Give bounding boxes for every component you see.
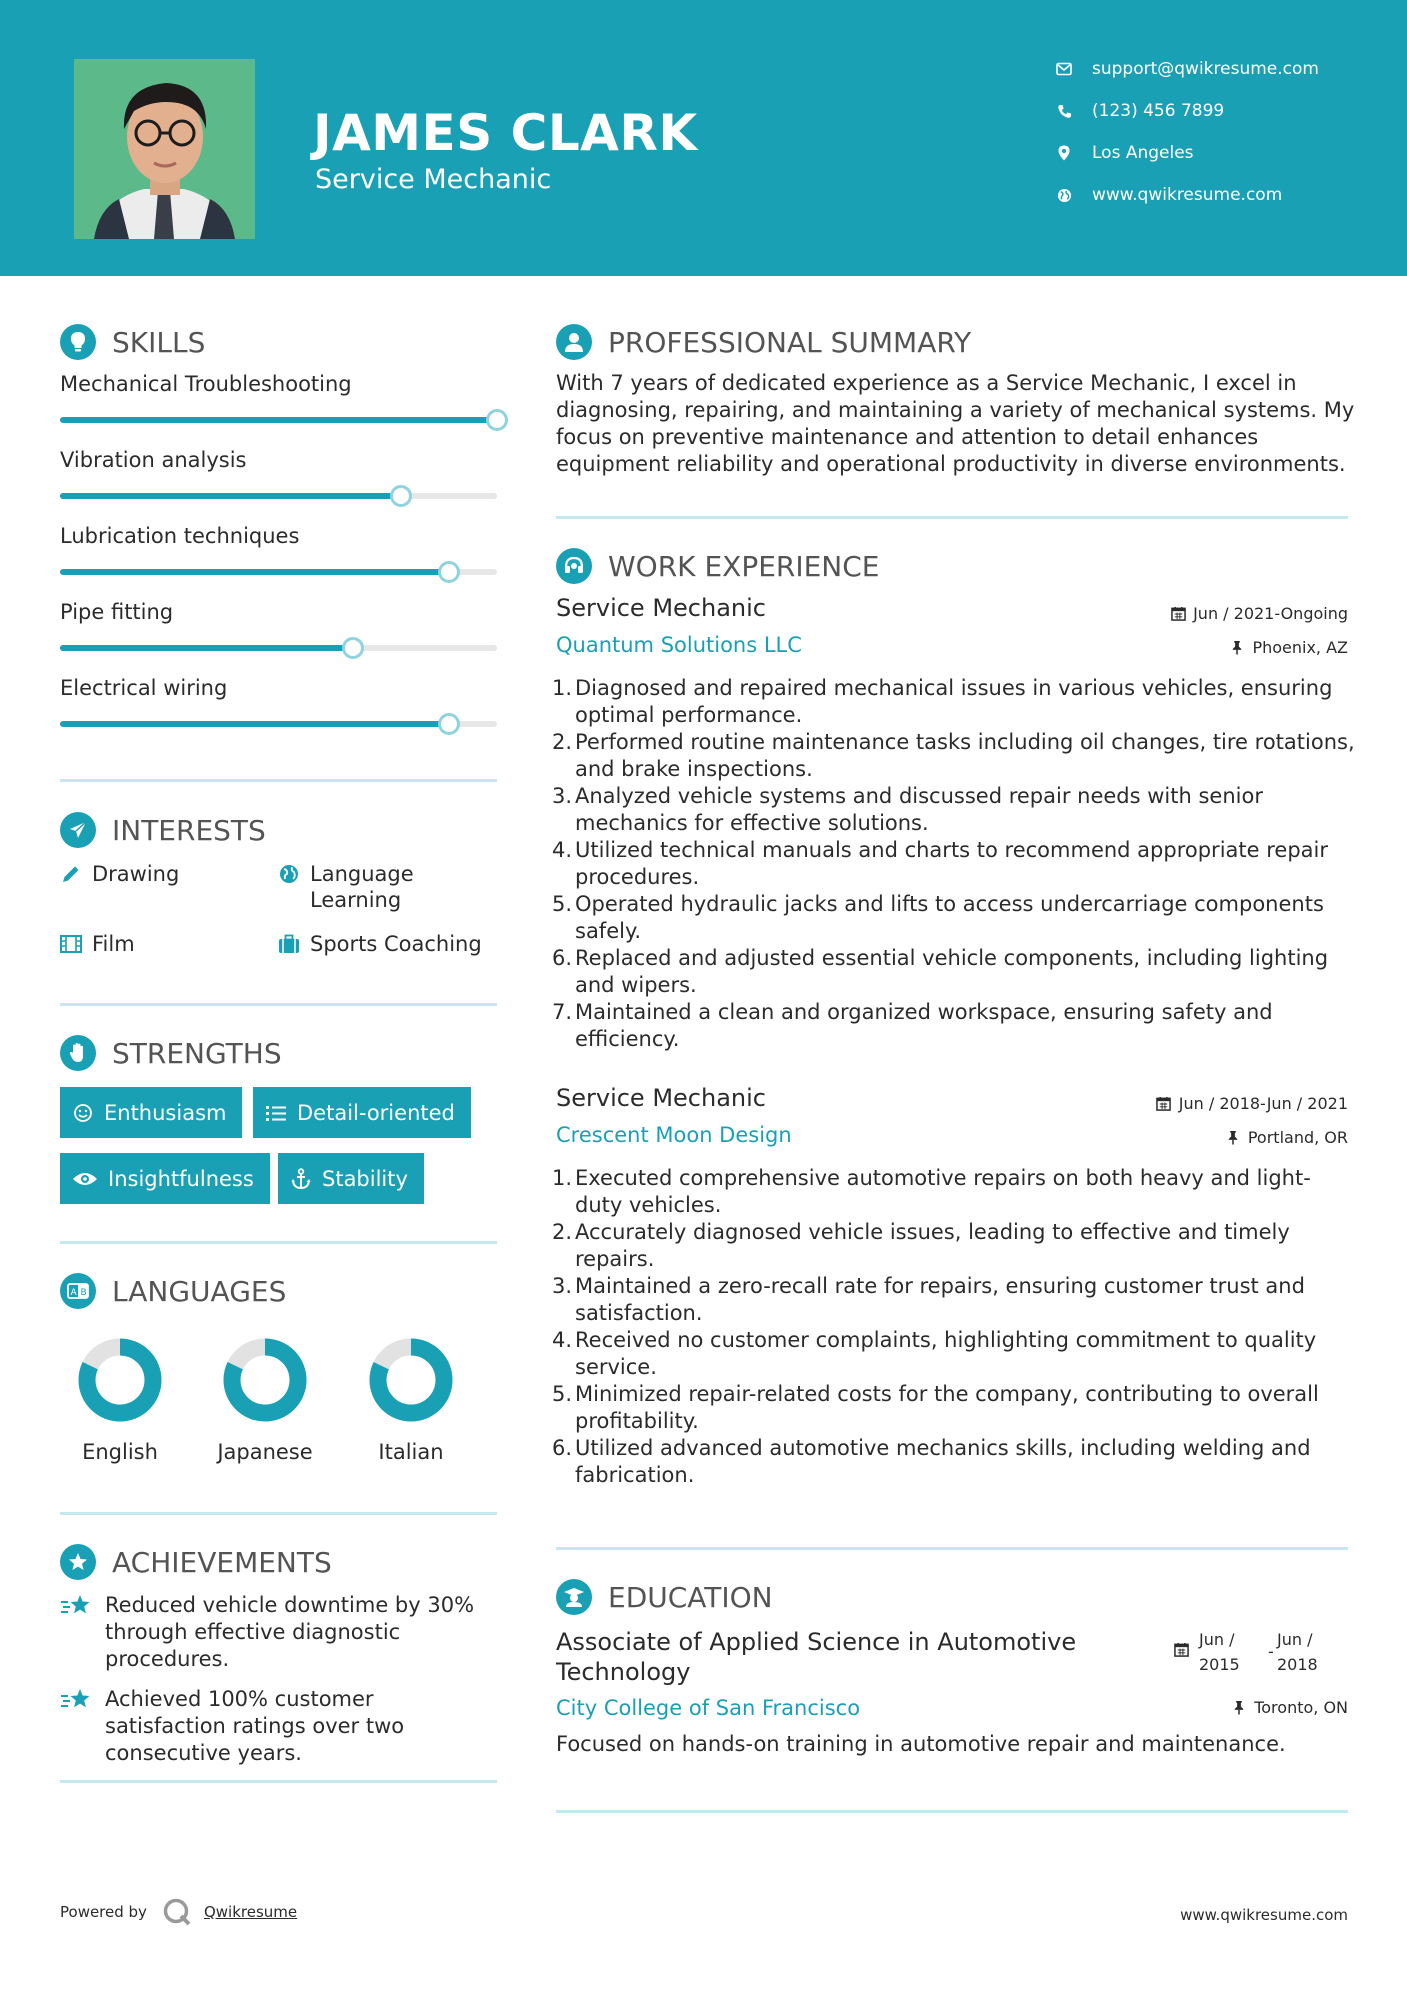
headset-icon (556, 548, 592, 584)
divider (60, 779, 497, 782)
skill-bar-fill (60, 493, 401, 499)
responsibility-item: Maintained a zero-recall rate for repairs, ensuring customer trust and satisfaction. (575, 1274, 1305, 1325)
interest-drawing (60, 861, 179, 887)
responsibility-item: Received no customer complaints, highlighting commitment to quality service. (575, 1328, 1317, 1379)
education-heading (556, 1579, 773, 1615)
responsibility-item: Replaced and adjusted essential vehicle components, including lighting and wipers. (575, 946, 1329, 997)
strength-label: Insightfulness (108, 1166, 254, 1191)
user-icon (556, 324, 592, 360)
svg-text:B: B (80, 1288, 87, 1298)
skill-bar (60, 645, 497, 651)
interest-label: Drawing (92, 862, 180, 886)
strength-chip-detail-oriented (253, 1087, 471, 1138)
contact-phone-text: (123) 456 7899 (1092, 101, 1225, 121)
education-end-month: Jun / (1277, 1630, 1313, 1649)
location-pin-icon (1056, 145, 1072, 161)
divider (60, 1780, 497, 1783)
job-responsibilities (556, 1165, 1356, 1489)
divider (556, 516, 1348, 519)
responsibility-item: Executed comprehensive automotive repairs on both heavy and light-duty vehicles. (575, 1166, 1311, 1217)
job-dates-text: Jun / 2021-Ongoing (1193, 604, 1348, 623)
skill-label: Vibration analysis (60, 448, 247, 472)
strength-chip-enthusiasm (60, 1087, 242, 1138)
summary-heading (556, 324, 971, 360)
languages-title: LANGUAGES (112, 1274, 287, 1308)
skill-label: Electrical wiring (60, 676, 228, 700)
languages-heading (60, 1273, 286, 1309)
powered-by (60, 1897, 297, 1927)
globe-icon (1056, 187, 1072, 203)
globe-icon (278, 863, 300, 885)
divider (60, 1241, 497, 1244)
strength-label: Detail-oriented (297, 1100, 455, 1125)
candidate-name: JAMES CLARK (313, 104, 698, 162)
contact-email[interactable] (1056, 59, 1319, 79)
smile-icon (72, 1102, 94, 1124)
skill-bar-fill (60, 721, 449, 727)
pushpin-icon (1231, 1700, 1247, 1716)
responsibility-item: Utilized technical manuals and charts to recommend appropriate repair procedures. (575, 838, 1328, 889)
eye-icon (72, 1168, 98, 1190)
education-end (1277, 1627, 1318, 1677)
pushpin-icon (1225, 1130, 1241, 1146)
job-location (1229, 638, 1348, 657)
interest-label: Film (92, 932, 135, 956)
calendar-icon (1174, 1642, 1190, 1658)
achievement-item (60, 1592, 500, 1673)
svg-text:A: A (70, 1288, 77, 1298)
strengths-heading (60, 1035, 282, 1071)
interest-film (60, 931, 135, 957)
interest-sports-coaching (278, 931, 482, 957)
strength-label: Enthusiasm (104, 1100, 227, 1125)
responsibility-item: Minimized repair-related costs for the company, contributing to overall profitability. (575, 1382, 1319, 1433)
contact-website-text: www.qwikresume.com (1092, 185, 1283, 205)
calendar-icon (1156, 1096, 1172, 1112)
education-location (1231, 1698, 1348, 1717)
job-location-text: Portland, OR (1247, 1128, 1348, 1147)
skill-bar-handle (486, 409, 508, 431)
education-start-month: Jun / (1199, 1630, 1235, 1649)
star-badge-icon (60, 1544, 96, 1580)
job-dates-text: Jun / 2018-Jun / 2021 (1178, 1094, 1348, 1113)
responsibility-item: Accurately diagnosed vehicle issues, leading to effective and timely repairs. (575, 1220, 1290, 1271)
degree-title: Associate of Applied Science in Automotive Technology (556, 1628, 1077, 1686)
qwikresume-logo-icon (162, 1897, 192, 1927)
skill-bar-fill (60, 645, 353, 651)
strength-label: Stability (322, 1166, 408, 1191)
language-label: Italian (378, 1440, 444, 1464)
job-dates (1156, 1094, 1348, 1113)
language-label: English (82, 1440, 158, 1464)
skill-bar-handle (342, 637, 364, 659)
responsibility-item: Maintained a clean and organized workspace, ensuring safety and efficiency. (575, 1000, 1273, 1051)
envelope-icon (1056, 61, 1072, 77)
contact-website[interactable] (1056, 185, 1282, 205)
interest-language-learning (278, 861, 458, 913)
language-donut (75, 1335, 165, 1425)
strengths-title: STRENGTHS (112, 1036, 282, 1070)
language-donut (366, 1335, 456, 1425)
skill-label: Lubrication techniques (60, 524, 300, 548)
achievement-text: Reduced vehicle downtime by 30% through effective diagnostic procedures. (105, 1593, 475, 1671)
paper-plane-icon (60, 812, 96, 848)
education-start-year: 2015 (1199, 1655, 1240, 1674)
skill-bar-fill (60, 417, 497, 423)
qwikresume-link[interactable]: Qwikresume (203, 1903, 298, 1921)
interest-label: Language Learning (310, 862, 414, 912)
achievements-title: ACHIEVEMENTS (112, 1545, 332, 1579)
responsibility-item: Operated hydraulic jacks and lifts to access undercarriage components safely. (575, 892, 1324, 943)
calendar-icon (1170, 606, 1186, 622)
list-icon (265, 1102, 287, 1124)
contact-email-text: support@qwikresume.com (1092, 59, 1319, 79)
skill-bar-handle (438, 713, 460, 735)
header-banner (0, 0, 1407, 276)
skill-bar-fill (60, 569, 449, 575)
responsibility-item: Analyzed vehicle systems and discussed repair needs with senior mechanics for effective solutions. (575, 784, 1263, 835)
skill-bar (60, 493, 497, 499)
shooting-star-icon (60, 1592, 94, 1620)
profile-photo (74, 59, 255, 239)
skill-label: Mechanical Troubleshooting (60, 372, 352, 396)
company-name: Crescent Moon Design (556, 1123, 792, 1147)
summary-title: PROFESSIONAL SUMMARY (608, 325, 972, 359)
briefcase-icon (278, 933, 300, 955)
job-dates (1170, 604, 1348, 623)
divider (60, 1003, 497, 1006)
divider (556, 1810, 1348, 1813)
skill-bar (60, 569, 497, 575)
education-title: EDUCATION (608, 1580, 773, 1614)
education-start (1199, 1627, 1240, 1677)
achievement-text: Achieved 100% customer satisfaction ratings over two consecutive years. (105, 1687, 405, 1765)
interests-title: INTERESTS (112, 813, 266, 847)
strength-chip-insightfulness (60, 1153, 270, 1204)
skill-bar (60, 417, 497, 423)
lightbulb-icon (60, 324, 96, 360)
divider (60, 1512, 497, 1515)
skills-heading (60, 324, 205, 360)
pushpin-icon (1229, 640, 1245, 656)
language-label: Japanese (217, 1440, 313, 1464)
skill-bar-handle (390, 485, 412, 507)
divider (556, 1547, 1348, 1550)
language-donut (220, 1335, 310, 1425)
interest-label: Sports Coaching (310, 932, 482, 956)
hand-icon (60, 1035, 96, 1071)
footer-url[interactable]: www.qwikresume.com (1180, 1906, 1348, 1924)
film-icon (60, 933, 82, 955)
powered-by-label: Powered by (60, 1903, 147, 1921)
shooting-star-icon (60, 1686, 94, 1714)
job-responsibilities (556, 675, 1356, 1053)
responsibility-item: Performed routine maintenance tasks including oil changes, tire rotations, and brake inspections. (575, 730, 1355, 781)
contact-location-text: Los Angeles (1092, 143, 1194, 163)
skill-bar (60, 721, 497, 727)
job-location (1225, 1128, 1348, 1147)
contact-phone[interactable] (1056, 101, 1224, 121)
achievement-item (60, 1686, 500, 1767)
skill-bar-handle (438, 561, 460, 583)
company-name: Quantum Solutions LLC (556, 633, 802, 657)
candidate-role: Service Mechanic (315, 164, 552, 195)
phone-icon (1056, 103, 1072, 119)
language-icon (60, 1273, 96, 1309)
graduate-icon (556, 1579, 592, 1615)
education-location-text: Toronto, ON (1254, 1698, 1348, 1717)
job-title: Service Mechanic (556, 1084, 766, 1112)
education-description: Focused on hands-on training in automotive repair and maintenance. (556, 1732, 1286, 1756)
contact-location (1056, 143, 1194, 163)
education-date-dash: - (1268, 1642, 1274, 1661)
strength-chip-stability (278, 1153, 424, 1204)
responsibility-item: Utilized advanced automotive mechanics skills, including welding and fabrication. (575, 1436, 1311, 1487)
skill-label: Pipe fitting (60, 600, 174, 624)
responsibility-item: Diagnosed and repaired mechanical issues in various vehicles, ensuring optimal performance. (575, 676, 1333, 727)
school-name: City College of San Francisco (556, 1696, 861, 1720)
experience-title: WORK EXPERIENCE (608, 549, 880, 583)
interests-heading (60, 812, 266, 848)
pencil-icon (60, 863, 82, 885)
achievements-heading (60, 1544, 332, 1580)
job-location-text: Phoenix, AZ (1252, 638, 1348, 657)
skills-title: SKILLS (112, 325, 206, 359)
experience-heading (556, 548, 879, 584)
job-title: Service Mechanic (556, 594, 766, 622)
anchor-icon (290, 1168, 312, 1190)
summary-text: With 7 years of dedicated experience as a Service Mechanic, I excel in diagnosing, repairing, and maintaining a variety of mechanical systems. My focus on preventive maintenance and attention to detail enhances equipment reliability and operational productivity in diverse environments. (556, 371, 1355, 476)
education-end-year: 2018 (1277, 1655, 1318, 1674)
